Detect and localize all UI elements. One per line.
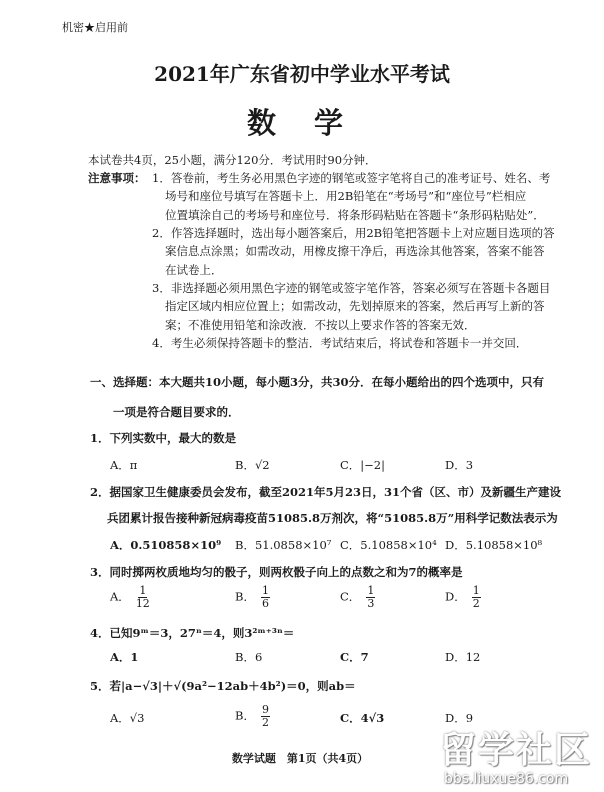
watermark-logo: 留学社区 [440,730,593,771]
note-line: 1．答卷前，考生务必用黑色字迹的钢笔或签字笔将自己的准考证号、姓名、考 [152,171,551,185]
section-heading: 一、选择题：本大题共10小题，每小题3分，共30分．在每小题给出的四个选项中，只有 [90,375,545,389]
note-line: 案信息点涂黑；如需改动，用橡皮擦干净后，再选涂其他答案，答案不能答 [165,244,545,258]
question-5-stem: 5．若|a−√3|＋√(9a²−12ab＋4b²)＝0，则ab＝ [90,679,356,693]
option: C．5.10858×10⁴ [340,538,437,552]
option: B． $\frac{9}{2}$ [235,703,269,729]
option: A． $\frac{1}{12}$ [110,584,150,610]
note-line: 场号和座位号填写在答题卡上．用2B铅笔在“考场号”和“座位号”栏相应 [165,189,527,203]
option: C．4√3 [340,711,385,725]
confidential-label: 机密★启用前 [62,21,128,34]
option: A．1 [110,650,139,664]
option: A．0.510858×10⁹ [110,538,222,552]
watermark [440,731,592,788]
note-line: 在试卷上． [165,263,223,277]
option: C．7 [340,650,369,664]
question-4-stem: 4．已知9ᵐ＝3，27ⁿ＝4，则3²ᵐ⁺³ⁿ＝ [90,626,295,640]
subject-title: 数 学 [246,106,358,140]
page-footer: 数学试题 第1页（共4页） [231,752,369,765]
note-line: 3．非选择题必须用黑色字迹的钢笔或签字笔作答，答案必须写在答题卡各题目 [152,281,551,295]
option: B．√2 [235,458,270,472]
section-heading-cont: 一项是符合题目要求的． [113,405,240,419]
exam-title: 2021年广东省初中学业水平考试 [154,62,450,86]
question-3-stem: 3．同时掷两枚质地均匀的骰子，则两枚骰子向上的点数之和为7的概率是 [90,565,463,579]
note-line: 位置填涂自己的考场号和座位号．将条形码粘贴在答题卡“条形码粘贴处”． [165,208,545,222]
question-1-stem: 1．下列实数中，最大的数是 [90,431,237,445]
notes-label: 注意事项： [88,171,146,185]
option: B． $\frac{1}{6}$ [235,584,269,610]
note-line: 2．作答选择题时，选出每小题答案后，用2B铅笔把答题卡上对应题目选项的答 [152,226,555,240]
question-2-stem: 兵团累计报告接种新冠病毒疫苗51085.8万剂次，将“51085.8万”用科学记数法表示为 [107,511,558,525]
option: C． $\frac{1}{3}$ [340,584,375,610]
option: D． $\frac{1}{2}$ [445,584,480,610]
option: A．π [110,458,138,472]
watermark-url: bbs.liuxue86.com [444,771,569,787]
note-line: 指定区域内相应位置上；如需改动，先划掉原来的答案，然后再写上新的答 [165,299,545,313]
exam-intro: 本试卷共4页，25小题，满分120分．考试用时90分钟． [88,153,377,167]
note-line: 4．考生必须保持答题卡的整洁．考试结束后，将试卷和答题卡一并交回． [152,336,528,350]
option: C．|−2| [340,458,386,472]
question-2-stem: 2．据国家卫生健康委员会发布，截至2021年5月23日，31个省（区、市）及新疆生产建设 [90,485,562,499]
note-line: 案；不准使用铅笔和涂改液．不按以上要求作答的答案无效． [165,318,476,332]
option: B．51.0858×10⁷ [235,538,332,552]
option: D．3 [445,458,474,472]
option: D．12 [445,650,481,664]
option: D．9 [445,711,474,725]
option: B．6 [235,650,263,664]
option: A．√3 [110,711,145,725]
option: D．5.10858×10⁸ [445,538,543,552]
